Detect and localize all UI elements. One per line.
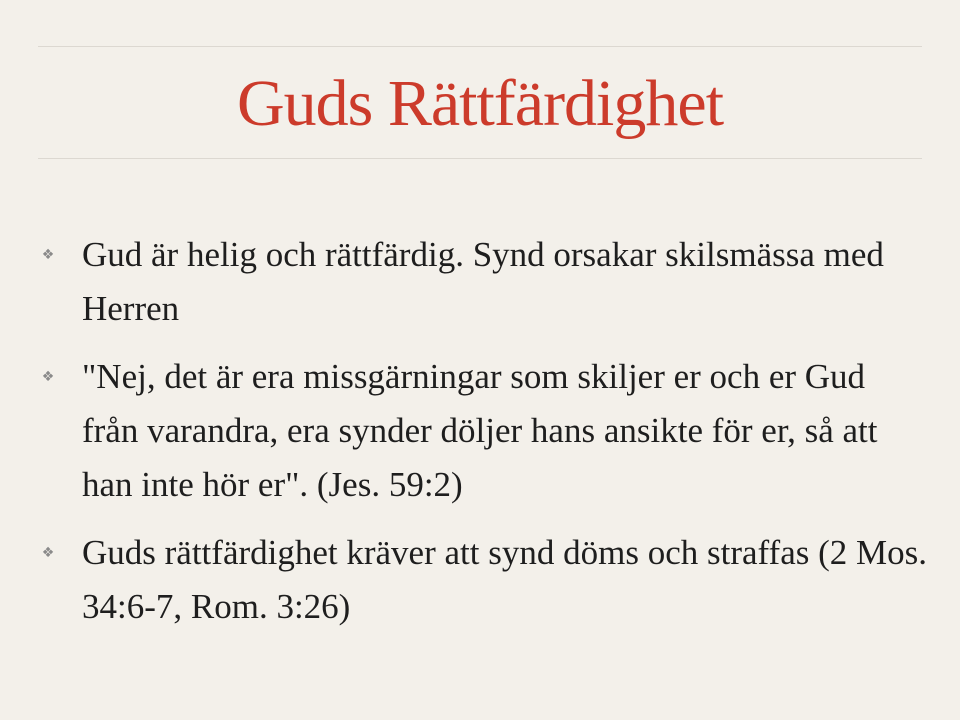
four-petal-diamond-bullet-icon: ❖ xyxy=(41,369,55,385)
bullet-text: "Nej, det är era missgärningar som skiljer er och er Gud från varandra, era synder döljer hans ansikte för er, så att han inte hör er". (Jes. 59:2) xyxy=(82,357,878,504)
slide-title: Guds Rättfärdighet xyxy=(236,67,724,140)
title-divider xyxy=(38,158,922,159)
four-petal-diamond-bullet-icon: ❖ xyxy=(41,545,55,561)
bullet-list xyxy=(38,228,928,634)
bullet-item xyxy=(38,228,928,336)
bullet-text: Guds rättfärdighet kräver att synd döms och straffas (2 Mos. 34:6-7, Rom. 3:26) xyxy=(82,533,927,626)
bullet-item xyxy=(38,350,928,512)
four-petal-diamond-bullet-icon: ❖ xyxy=(41,247,55,263)
bullet-item xyxy=(38,526,928,634)
top-divider xyxy=(38,46,922,47)
bullet-text: Gud är helig och rättfärdig. Synd orsakar skilsmässa med Herren xyxy=(82,235,884,328)
